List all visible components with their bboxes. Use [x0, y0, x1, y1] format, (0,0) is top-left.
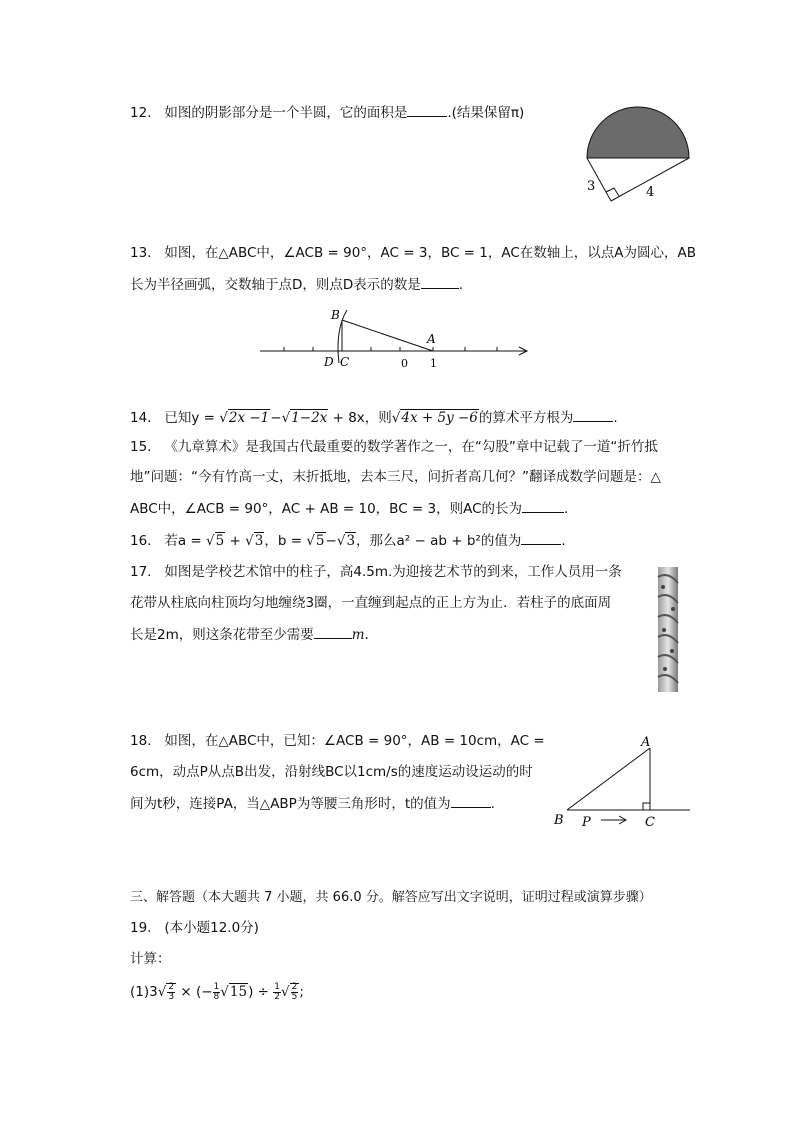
q19-part1: (1)3√ $\frac{2}{3}$ × (− $\frac{1}{8}$ √15) ÷ $\frac{1}{2}$ √ $\frac{2}{5}$ ; [130, 981, 304, 1002]
q13-figure [255, 300, 545, 375]
q19-label: 计算： [130, 951, 171, 967]
pillar-photo [655, 567, 681, 692]
q19-header: 19. (本小题12.0分) [130, 920, 259, 936]
axis-ticks [284, 347, 497, 351]
q18-figure [550, 733, 700, 833]
label-zero: 0 [401, 357, 408, 370]
label-c: C [645, 815, 655, 830]
label-a: A [641, 735, 651, 750]
side-ab [342, 320, 433, 351]
q13-number: 13. [130, 245, 152, 261]
answer-blank[interactable] [521, 530, 561, 545]
q18-line1: 18. 如图，在△ABC中，已知：∠ACB = 90°，AB = 10cm，AC = [130, 733, 545, 749]
q18-line3: 间为t秒，连接PA，当△ABP为等腰三角形时，t的值为 . [130, 793, 495, 814]
q12-figure [580, 108, 700, 208]
answer-blank[interactable] [573, 407, 613, 422]
answer-blank[interactable] [407, 102, 447, 117]
q12-stem: 如图的阴影部分是一个半圆，它的面积是 [164, 105, 408, 121]
label-p: P [582, 815, 591, 830]
answer-blank[interactable] [451, 793, 491, 808]
label-a: A [427, 332, 436, 346]
shaded-semicircle [587, 107, 689, 158]
q13-line1 [130, 243, 696, 263]
section-heading: 三、解答题（本大题共 7 小题，共 66.0 分。解答应写出文字说明，证明过程或演算步骤） [130, 890, 652, 905]
q12-text [130, 102, 524, 123]
answer-blank[interactable] [314, 624, 352, 639]
q15-line3: ABC中，∠ACB = 90°，AC + AB = 10，BC = 3，则AC的长为 . [130, 498, 568, 519]
label-one: 1 [430, 357, 437, 370]
label-3: 3 [587, 179, 596, 194]
label-4: 4 [646, 185, 655, 200]
q12-tail: .(结果保留π) [447, 105, 525, 121]
answer-blank[interactable] [421, 274, 459, 289]
label-b: B [554, 813, 564, 828]
q17-line2: 花带从柱底向柱顶均匀地缠绕3圈，一直缠到起点的正上方为止．若柱子的底面周 [130, 595, 612, 611]
q15-line2: 地”问题：“今有竹高一丈，末折抵地，去本三尺，问折者高几何？”翻译成数学问题是：△ [130, 469, 661, 485]
label-d: D [324, 355, 334, 369]
side-ab [567, 748, 650, 810]
q17-line3: 长是2m，则这条花带至少需要 m. [130, 624, 369, 645]
q18-line2: 6cm，动点P从点B出发，沿射线BC以1cm/s的速度运动设运动的时 [130, 764, 533, 780]
right-angle-mark [643, 803, 650, 810]
q13-line2: 长为半径画弧，交数轴于点D，则点D表示的数是 . [130, 274, 463, 295]
q14-text: 14. 已知y = √2x −1−√1−2x + 8x，则√4x + 5y −6的算术平方根为 . [130, 407, 618, 428]
q12-number: 12. [130, 105, 152, 121]
q13-stem1: 如图，在△ABC中，∠ACB = 90°，AC = 3，BC = 1，AC在数轴上，以点A为圆心，AB [164, 245, 697, 261]
answer-blank[interactable] [522, 498, 564, 513]
q16-text: 16. 若a = √5 + √3，b = √5−√3，那么a² − ab + b²的值为 . [130, 530, 566, 551]
label-c: C [340, 355, 350, 369]
q15-line1: 15. 《九章算术》是我国古代最重要的数学著作之一，在“勾股”章中记载了一道“折竹抵 [130, 439, 658, 455]
label-b: B [331, 308, 340, 322]
q17-line1: 17. 如图是学校艺术馆中的柱子，高4.5m.为迎接艺术节的到来，工作人员用一条 [130, 564, 622, 580]
q13-stem2: 长为半径画弧，交数轴于点D，则点D表示的数是 [130, 277, 421, 293]
